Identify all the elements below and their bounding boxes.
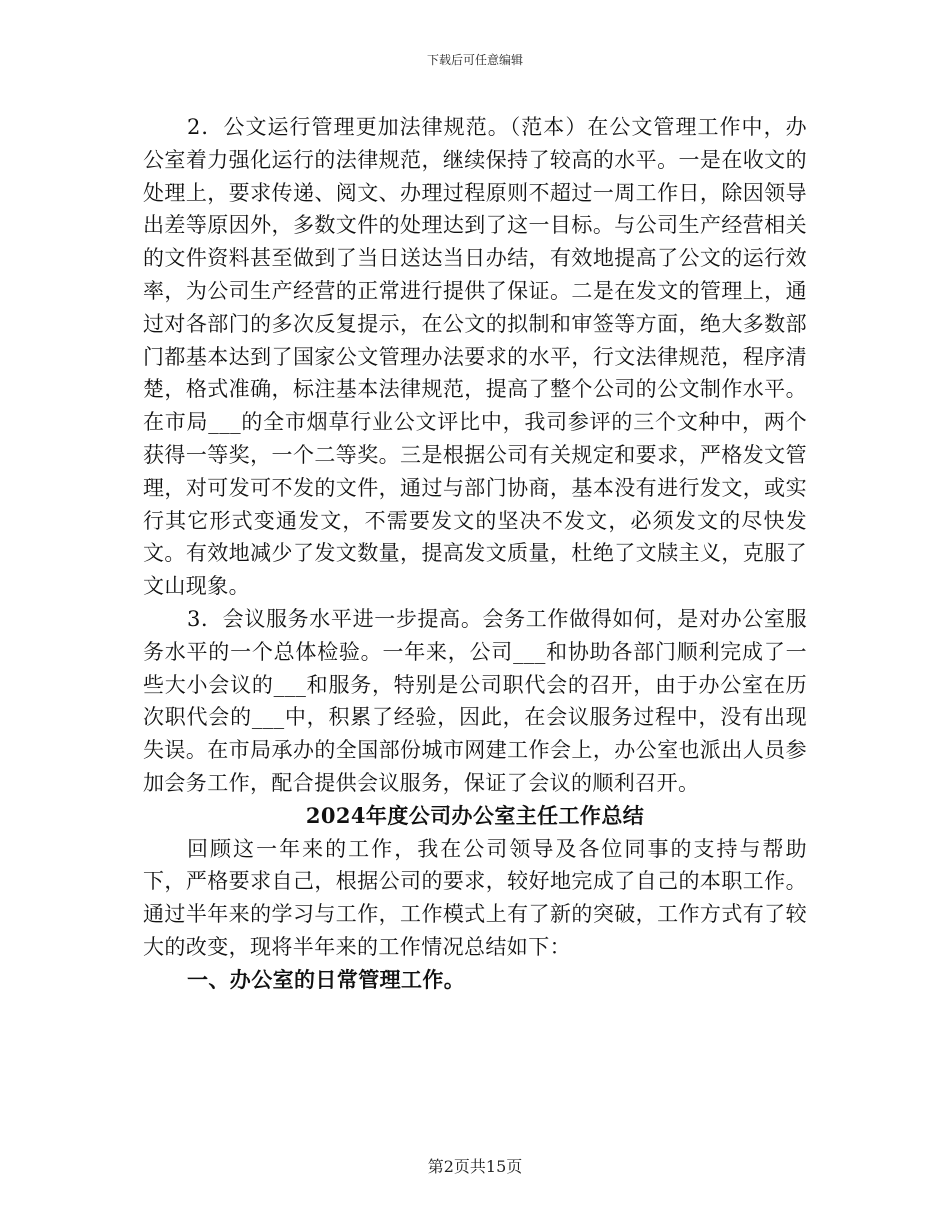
- paragraph-meeting-service: 3．会议服务水平进一步提高。会务工作做得如何，是对办公室服务水平的一个总体检验。一年来，公司___和协助各部门顺利完成了一些大小会议的___和服务，特别是公司职代会的召开，由于办公室在历次职代会的___中，积累了经验，因此，在会议服务过程中，没有出现失误。在市局承办的全国部份城市网建工作会上，办公室也派出人员参加会务工作，配合提供会议服务，保证了会议的顺利召开。: [143, 606, 807, 795]
- document-title: 2024年度公司办公室主任工作总结: [305, 802, 645, 828]
- paragraph-document-management: 2．公文运行管理更加法律规范。（范本）在公文管理工作中，办公室着力强化运行的法律规范，继续保持了较高的水平。一是在收文的处理上，要求传递、阅文、办理过程原则不超过一周工作日，除因领导出差等原因外，多数文件的处理达到了这一目标。与公司生产经营相关的文件资料甚至做到了当日送达当日办结，有效地提高了公文的运行效率，为公司生产经营的正常进行提供了保证。二是在发文的管理上，通过对各部门的多次反复提示，在公文的拟制和审签等方面，绝大多数部门都基本达到了国家公文管理办法要求的水平，行文法律规范，程序清楚，格式准确，标注基本法律规范，提高了整个公司的公文制作水平。在市局___的全市烟草行业公文评比中，我司参评的三个文种中，两个获得一等奖，一个二等奖。三是根据公司有关规定和要求，严格发文管理，对可发可不发的文件，通过与部门协商，基本没有进行发文，或实行其它形式变通发文，不需要发文的坚决不发文，必须发文的尽快发文。有效地减少了发文数量，提高发文质量，杜绝了文牍主义，克服了文山现象。: [143, 115, 807, 599]
- section-heading: 一、办公室的日常管理工作。: [187, 966, 466, 992]
- document-body: [143, 111, 807, 997]
- page-header-note: 下载后可任意编辑: [426, 53, 523, 67]
- page-number-footer: 第2页共15页: [427, 1157, 523, 1176]
- paragraph-intro: 回顾这一年来的工作，我在公司领导及各位同事的支持与帮助下，严格要求自己，根据公司的要求，较好地完成了自己的本职工作。通过半年来的学习与工作，工作模式上有了新的突破，工作方式有了较大的改变，现将半年来的工作情况总结如下：: [143, 836, 807, 959]
